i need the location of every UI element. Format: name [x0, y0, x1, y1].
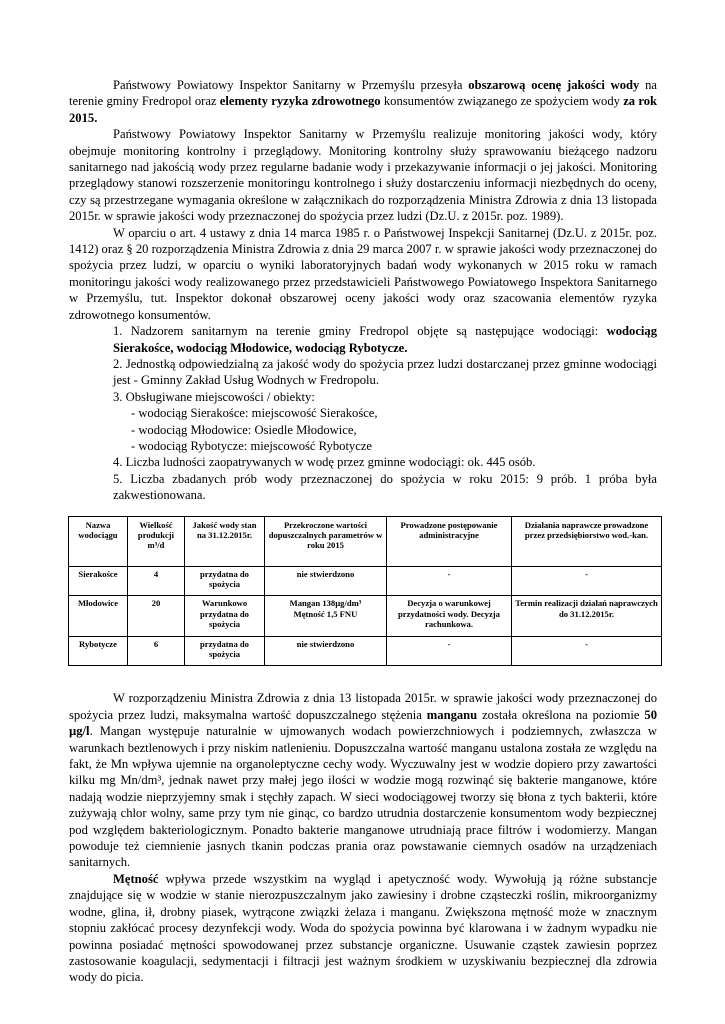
table-cell: Termin realizacji działań naprawczych do 31.12.2015r. [512, 596, 662, 636]
paragraph-text: wpływa przede wszystkim na wygląd i apetyczność wody. Wywołują ją różne substancje znajdujące się w wodzie w stanie nierozpuszczalnym jako zawiesiny i drobne cząsteczki roślin, mikroorganizmy wodne, glina, ił, drobny piasek, wytrącone związki żelaza i manganu. Zwiększona mętność może w znacznym stopniu zakłócać procesy dezynfekcji wody. Woda do spożycia powinna być klarowana i w żadnym wypadku nie powinna posiadać mętności spowodowanej przez substancje organiczne. Usuwanie cząstek zawiesin poprzez zastosowanie koagulacji, sedymentacji i filtracji jest ważnym środkiem w uzyskiwaniu bezpiecznej dla zdrowia wody do picia. [69, 871, 657, 985]
table-cell: Rybotycze [69, 636, 128, 666]
table-cell: Sierakośce [69, 566, 128, 596]
intro-text: Państwowy Powiatowy Inspektor Sanitarny w Przemyślu przesyła [113, 78, 469, 92]
locality-rybotycze: - wodociąg Rybotycze: miejscowość Rybotycze [131, 438, 373, 453]
table-cell: Decyzja o warunkowej przydatności wody. Decyzja rachunkowa. [387, 596, 512, 636]
document-page [69, 77, 657, 986]
table-cell: - [512, 636, 662, 666]
table-cell: - [387, 636, 512, 666]
column-header: Nazwa wodociągu [69, 516, 128, 566]
manganese-term: manganu [426, 707, 478, 722]
manganese-limit: 50 µg/l [69, 707, 657, 739]
table-row [69, 636, 662, 666]
list-item-responsible-unit: 2. Jednostką odpowiedzialną za jakość wody do spożycia przez ludzi dostarczanej przez gminne wodociągi jest - Gminny Zakład Usług Wodnych w Fredropolu. [113, 356, 657, 388]
intro-emphasis-year: za rok 2015. [69, 94, 657, 125]
manganese-paragraph [69, 690, 657, 870]
locality-sierakosce: - wodociąg Sierakośce: miejscowość Sierakośce, [131, 406, 378, 421]
table-cell: Warunkowo przydatna do spożycia [185, 596, 265, 636]
table-row [69, 566, 662, 596]
paragraph-text: W rozporządzeniu Ministra Zdrowia z dnia 13 listopada 2015r. w sprawie jakości wody przeznaczonej do spożycia przez ludzi, maksymalna wartość dopuszczalnego stężenia [69, 691, 657, 722]
list-item-samples: 5. Liczba zbadanych prób wody przeznaczonej do spożycia w roku 2015: 9 prób. 1 próba była zakwestionowana. [113, 471, 657, 503]
intro-text: na terenie gminy Fredropol oraz [69, 78, 657, 109]
table-cell: nie stwierdzono [265, 636, 387, 666]
exceed-turbidity: Mętność 1,5 FNU [293, 608, 358, 619]
list-item-text: 1. Nadzorem sanitarnym na terenie gminy Fredropol objęte są następujące wodociągi: [113, 324, 607, 339]
table-cell: - [387, 566, 512, 596]
table-cell: przydatna do spożycia [185, 566, 265, 596]
list-item-waterworks [113, 323, 657, 356]
table-cell: - [512, 566, 662, 596]
column-header: Wielkość produkcji m³/d [128, 516, 185, 566]
column-header: Prowadzone postępowanie administracyjne [387, 516, 512, 566]
spacer [69, 666, 657, 690]
column-header: Przekroczone wartości dopuszczalnych parametrów w roku 2015 [265, 516, 387, 566]
monitoring-paragraph: Państwowy Powiatowy Inspektor Sanitarny w Przemyślu realizuje monitoring jakości wody, który obejmuje monitoring kontrolny i przeglądowy. Monitoring kontrolny służy sprawowaniu bieżącego nadzoru sanitarnego nad jakością wody przez regularne badanie wody i przekazywanie informacji o jej jakości. Monitoring przeglądowy stanowi rozszerzenie monitoringu kontrolnego i służy dostarczeniu informacji niezbędnych do oceny, czy są przestrzegane wymagania określone w załącznikach do rozporządzenia Ministra Zdrowia z dnia 13 listopada 2015r. w sprawie jakości wody przeznaczonej do spożycia przez ludzi (Dz.U. z 2015r. poz. 1989). [69, 127, 657, 224]
table-header-row [69, 516, 662, 566]
paragraph-text: . Mangan występuje naturalnie w ujmowanych wodach powierzchniowych i podziemnych, zwłaszcza w warunkach beztlenowych i przy niskim natlenieniu. Dopuszczalna wartość manganu ustalona została ze względu na fakt, że Mn wpływa ujemnie na organoleptyczne cechy wody. Wyczuwalny jest w wodzie dopiero przy zawartości kilku mg Mn/dm³, jednak nawet przy małej jego ilości w wodzie mogą rozwinąć się bakterie manganowe, które nadają wodzie nieprzyjemny smak i stęchły zapach. W sieci wodociągowej tworzy się błona z tych bakterii, które zużywają chlor wolny, same przy tym nie ginąc, co bardzo utrudnia dostarczenie konsumentom wody bezpiecznej pod względem bakteriologicznym. Ponadto bakterie manganowe utrudniają prace filtrów i wodomierzy. Mangan powoduje też ciemnienie jasnych tkanin podczas prania oraz powstawanie ciemnych osadów na urządzeniach sanitarnych. [69, 724, 657, 870]
list-item-localities: 3. Obsługiwane miejscowości / obiekty: [113, 389, 315, 404]
table-cell [265, 596, 387, 636]
table-cell: 20 [128, 596, 185, 636]
turbidity-term: Mętność [113, 871, 159, 886]
table-cell: przydatna do spożycia [185, 636, 265, 666]
waterworks-names: wodociąg Sierakośce, wodociąg Młodowice, wodociąg Rybotycze. [113, 324, 657, 355]
turbidity-paragraph [69, 871, 657, 986]
locality-mlodowice: - wodociąg Młodowice: Osiedle Młodowice, [131, 422, 357, 437]
paragraph-text: została określona na poziomie [477, 707, 645, 722]
intro-emphasis-assessment: obszarową ocenę jakości wody [468, 78, 640, 92]
column-header: Jakość wody stan na 31.12.2015r. [185, 516, 265, 566]
table-cell: nie stwierdzono [265, 566, 387, 596]
legal-basis-paragraph: W oparciu o art. 4 ustawy z dnia 14 marca 1985 r. o Państwowej Inspekcji Sanitarnej (Dz.U. z 2015r. poz. 1412) oraz § 20 rozporządzenia Ministra Zdrowia z dnia 29 marca 2007 r. w sprawie jakości wody przeznaczonej do spożycia przez ludzi, w oparciu o wyniki laboratoryjnych badań wody wykonanych w 2015 roku w ramach monitoringu jakości wody realizowanego przez przedstawicieli Państwowego Powiatowego Inspektora Sanitarnego w Przemyślu, tut. Inspektor dokonał obszarowej oceny jakości wody oraz szacowania elementów ryzyka zdrowotnego konsumentów. [69, 225, 657, 322]
exceed-manganese: Mangan 138µg/dm³ [289, 598, 362, 609]
column-header: Działania naprawcze prowadzone przez przedsiębiorstwo wod.-kan. [512, 516, 662, 566]
table-cell: Młodowice [69, 596, 128, 636]
water-quality-table [68, 516, 662, 667]
table-cell: 6 [128, 636, 185, 666]
intro-text: konsumentów związanego ze spożyciem wody [380, 94, 624, 109]
intro-emphasis-risk: elementy ryzyka zdrowotnego [219, 94, 381, 109]
table-row [69, 596, 662, 636]
intro-paragraph [69, 77, 657, 126]
table-cell: 4 [128, 566, 185, 596]
list-item-population: 4. Liczba ludności zaopatrywanych w wodę przez gminne wodociągi: ok. 445 osób. [113, 455, 536, 470]
